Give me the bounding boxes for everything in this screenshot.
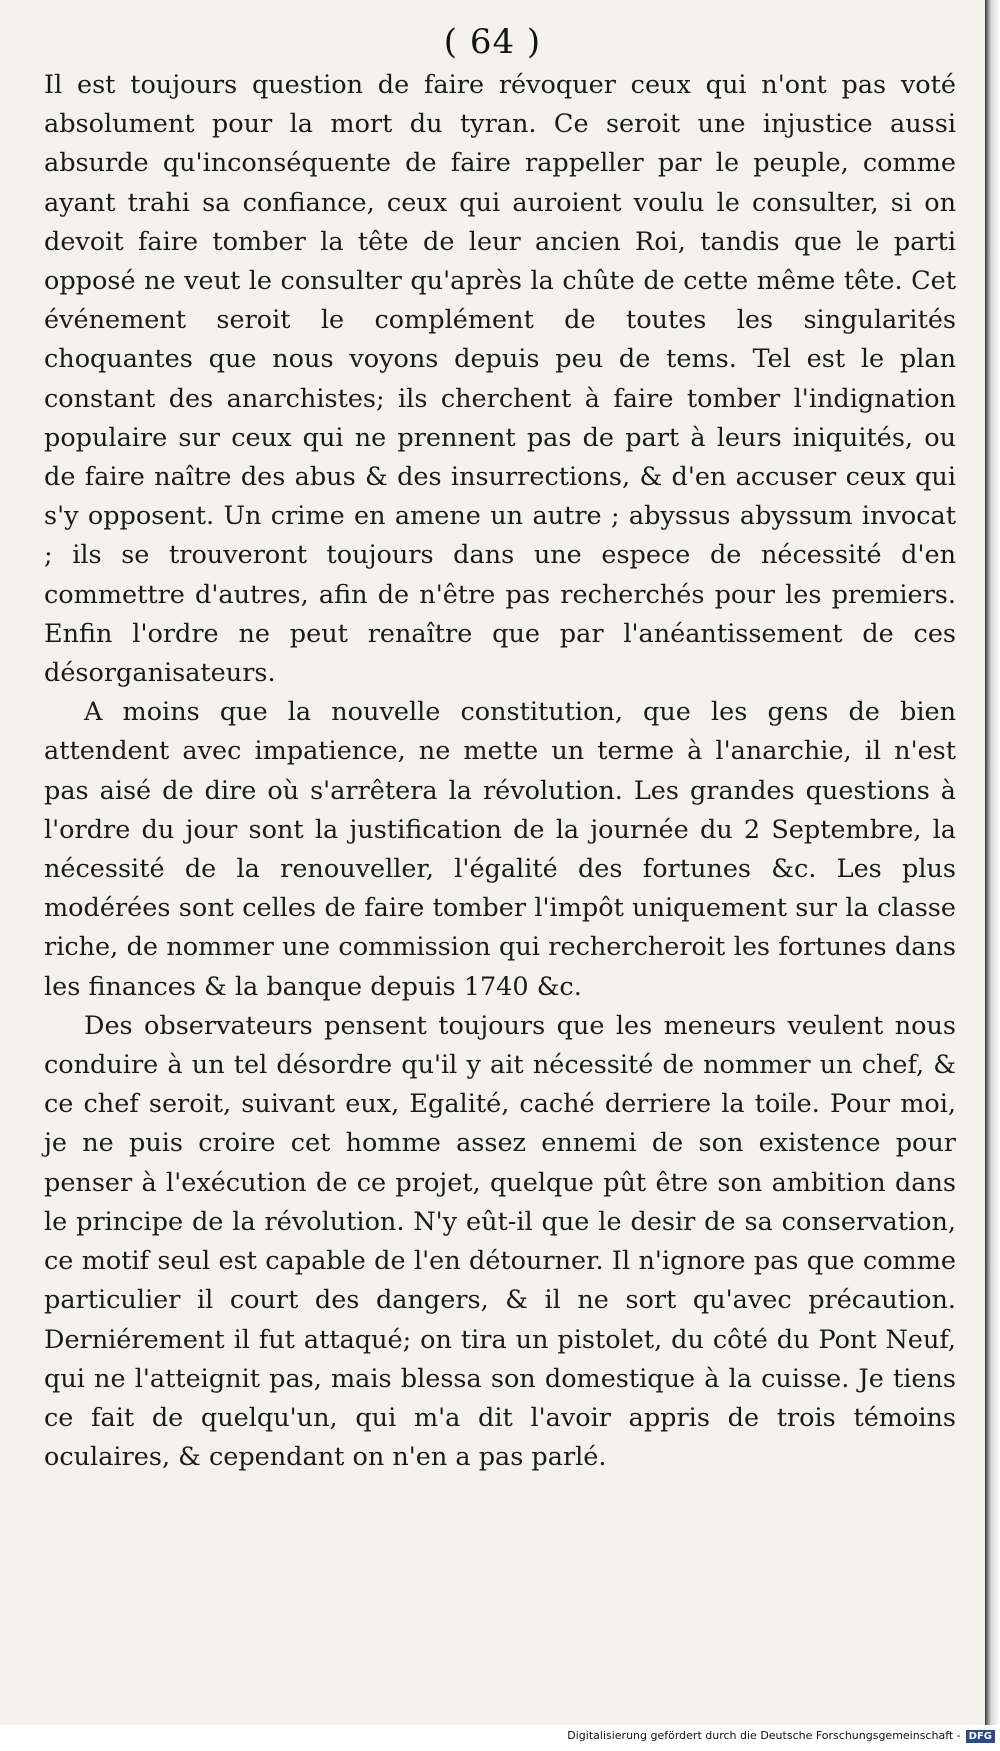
digitization-credit — [0, 1729, 995, 1743]
page-body — [44, 66, 956, 1477]
credit-text: Digitalisierung gefördert durch die Deutsche Forschungsgemeinschaft - — [567, 1729, 961, 1742]
paragraph-3: Des observateurs pensent toujours que les meneurs veulent nous conduire à un tel désordre qu'il y ait nécessité de nommer un chef, & ce chef seroit, suivant eux, Egalité, caché derriere la toile. Pour moi, je ne puis croire cet homme assez ennemi de son existence pour penser à l'exécution de ce projet, quelque pût être son ambition dans le principe de la révolution. N'y eût-il que le desir de sa conservation, ce motif seul est capable de l'en détourner. Il n'ignore pas que comme particulier il court des dangers, & il ne sort qu'avec précaution. Derniérement il fut attaqué; on tira un pistolet, du côté du Pont Neuf, qui ne l'atteignit pas, mais blessa son domestique à la cuisse. Je tiens ce fait de quelqu'un, qui m'a dit l'avoir appris de trois témoins oculaires, & cependant on n'en a pas parlé. — [44, 1010, 956, 1473]
paragraph-1: Il est toujours question de faire révoquer ceux qui n'ont pas voté absolument pour la mort du tyran. Ce seroit une injustice aussi absurde qu'inconséquente de faire rappeller par le peuple, comme ayant trahi sa confiance, ceux qui auroient voulu le consulter, si on devoit faire tomber la tête de leur ancien Roi, tandis que le parti opposé ne veut le consulter qu'après la chûte de cette même tête. Cet événement seroit le complément de toutes les singularités choquantes que nous voyons depuis peu de tems. Tel est le plan constant des anarchistes; ils cherchent à faire tomber l'indignation populaire sur ceux qui ne prennent pas de part à leurs iniquités, ou de faire naître des abus & des insurrections, & d'en accuser ceux qui s'y opposent. Un crime en amene un autre ; abyssus abyssum invocat ; ils se trouveront toujours dans une espece de nécessité d'en commettre d'autres, afin de n'être pas recherchés pour les premiers. Enfin l'ordre ne peut renaître que par l'anéantissement de ces désorganisateurs. — [44, 70, 956, 689]
dfg-logo: DFG — [966, 1730, 995, 1743]
page-edge — [985, 0, 1000, 1725]
page-number: ( 64 ) — [443, 22, 542, 62]
paragraph-2: A moins que la nouvelle constitution, que les gens de bien attendent avec impatience, ne mette un terme à l'anarchie, il n'est pas aisé de dire où s'arrêtera la révolution. Les grandes questions à l'ordre du jour sont la justification de la journée du 2 Septembre, la nécessité de la renouveller, l'égalité des fortunes &c. Les plus modérées sont celles de faire tomber l'impôt uniquement sur la classe riche, de nommer une commission qui rechercheroit les fortunes dans les finances & la banque depuis 1740 &c. — [44, 697, 956, 1002]
